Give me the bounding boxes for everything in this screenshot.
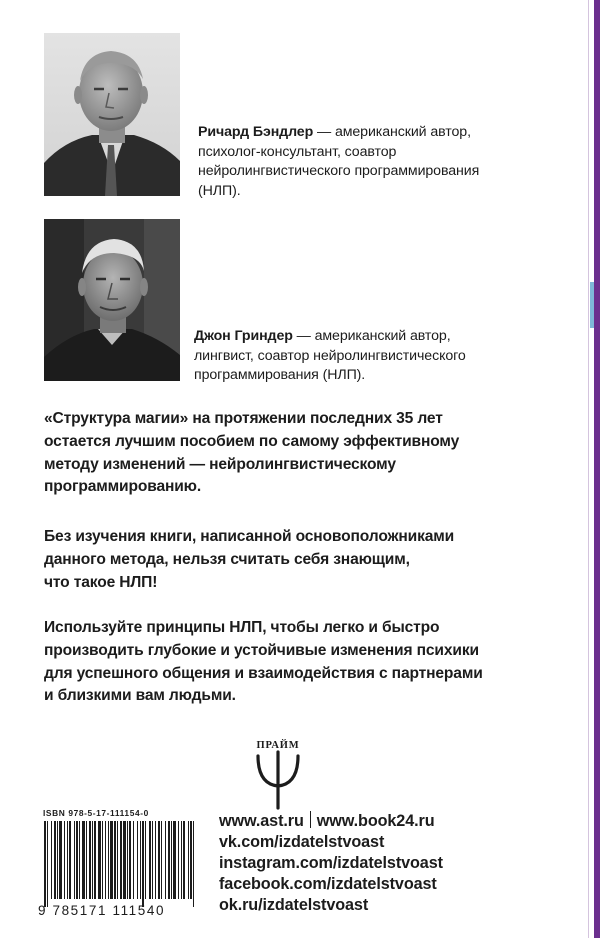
bio-line: нейролингвистического программирования <box>198 163 480 179</box>
barcode-bar <box>67 821 68 899</box>
publisher-links <box>219 811 443 916</box>
bio-line: — американский автор, <box>296 328 451 344</box>
barcode-bar <box>98 821 101 899</box>
bio-line: — американский автор, <box>317 124 471 140</box>
spine-accent-mark <box>590 282 594 328</box>
barcode-bar <box>117 821 118 899</box>
barcode-bar <box>108 821 109 899</box>
isbn-text: ISBN 978-5-17-111154-0 <box>43 808 149 818</box>
barcode-bar <box>59 821 62 899</box>
barcode-bar <box>171 821 172 899</box>
barcode-bar <box>86 821 87 899</box>
paragraph-line: методу изменений — нейролингвистическому <box>44 455 396 473</box>
barcode-bar <box>76 821 78 899</box>
bio-line: лингвист, соавтор нейролингвистического <box>194 347 466 364</box>
link-instagram[interactable]: instagram.com/izdatelstvoast <box>219 854 443 872</box>
publisher-logo-text: ПРАЙМ <box>256 740 300 751</box>
paragraph-line: для успешного общения и взаимодействия с партнерами <box>44 664 483 682</box>
barcode-bar <box>54 821 56 899</box>
description-paragraph-1 <box>44 408 564 499</box>
barcode-number: 9 785171 111540 <box>38 903 166 918</box>
paragraph-line: что такое НЛП! <box>44 573 158 591</box>
barcode-bar <box>123 821 126 899</box>
paragraph-line: Без изучения книги, написанной основоположниками <box>44 528 455 545</box>
barcode-bar <box>178 821 179 899</box>
author-bio-grinder <box>194 327 534 386</box>
barcode-bar <box>120 821 122 899</box>
barcode-bar <box>74 821 75 899</box>
barcode-bar <box>79 821 80 899</box>
barcode-bar <box>183 821 185 899</box>
link-facebook[interactable]: facebook.com/izdatelstvoast <box>219 875 437 893</box>
barcode-bar <box>161 821 162 899</box>
paragraph-line: производить глубокие и устойчивые изменения психики <box>44 641 479 659</box>
description-paragraph-3 <box>44 617 564 708</box>
barcode-bar <box>133 821 134 899</box>
paragraph-line: «Структура магии» на протяжении последних 35 лет <box>44 410 443 427</box>
barcode-bar <box>44 821 46 907</box>
paragraph-line: программированию. <box>44 478 202 496</box>
barcode-bar <box>155 821 156 899</box>
barcode-bar <box>158 821 160 899</box>
barcode-bar <box>140 821 141 899</box>
barcode-bar <box>165 821 166 899</box>
spine-divider-line <box>588 0 589 938</box>
barcode-bar <box>181 821 182 899</box>
bio-line: программирования (НЛП). <box>194 367 366 383</box>
barcode-bar <box>51 821 52 899</box>
barcode-bar <box>47 821 48 907</box>
barcode-bar <box>94 821 96 899</box>
barcode-bar <box>64 821 65 899</box>
barcode-bar <box>102 821 103 899</box>
author-photo-grinder <box>44 219 180 381</box>
spine-color-band <box>594 0 600 938</box>
author-bio-bandler <box>198 123 538 201</box>
author-name: Джон Гриндер <box>194 328 293 344</box>
barcode-bar <box>149 821 151 899</box>
barcode-bar <box>188 821 189 899</box>
barcode-bar <box>82 821 85 899</box>
barcode-bar <box>145 821 146 899</box>
author-photo-bandler <box>44 33 180 196</box>
paragraph-line: данного метода, нельзя считать себя знающим, <box>44 550 410 568</box>
bio-line: психолог-консультант, соавтор <box>198 143 397 160</box>
barcode-bar <box>152 821 153 899</box>
barcode-bar <box>92 821 93 899</box>
barcode-bar <box>110 821 113 899</box>
publisher-logo <box>246 738 310 810</box>
link-vk[interactable]: vk.com/izdatelstvoast <box>219 833 385 851</box>
link-separator <box>310 811 311 828</box>
barcode-bar <box>168 821 170 899</box>
barcode-bar <box>173 821 176 899</box>
description-paragraph-2 <box>44 526 564 594</box>
barcode-bar <box>69 821 71 899</box>
author-name: Ричард Бэндлер <box>198 124 314 140</box>
paragraph-line: и близкими вам людьми. <box>44 687 236 705</box>
bio-line: (НЛП). <box>198 182 241 199</box>
barcode-bar <box>89 821 91 899</box>
barcode-bar <box>142 821 144 907</box>
barcode-bar <box>193 821 194 907</box>
barcode-bar <box>190 821 192 899</box>
paragraph-line: остается лучшим пособием по самому эффективному <box>44 432 460 450</box>
barcode-bar <box>105 821 106 899</box>
barcode-bar <box>127 821 128 899</box>
paragraph-line: Используйте принципы НЛП, чтобы легко и быстро <box>44 619 440 636</box>
barcode-bar <box>114 821 116 899</box>
link-ok[interactable]: ok.ru/izdatelstvoast <box>219 896 369 914</box>
barcode-bar <box>57 821 58 899</box>
link-book24[interactable]: www.book24.ru <box>316 812 435 830</box>
barcode-bar <box>129 821 131 899</box>
link-ast[interactable]: www.ast.ru <box>219 812 304 830</box>
psi-trident-icon <box>258 752 298 808</box>
barcode-bar <box>137 821 138 899</box>
